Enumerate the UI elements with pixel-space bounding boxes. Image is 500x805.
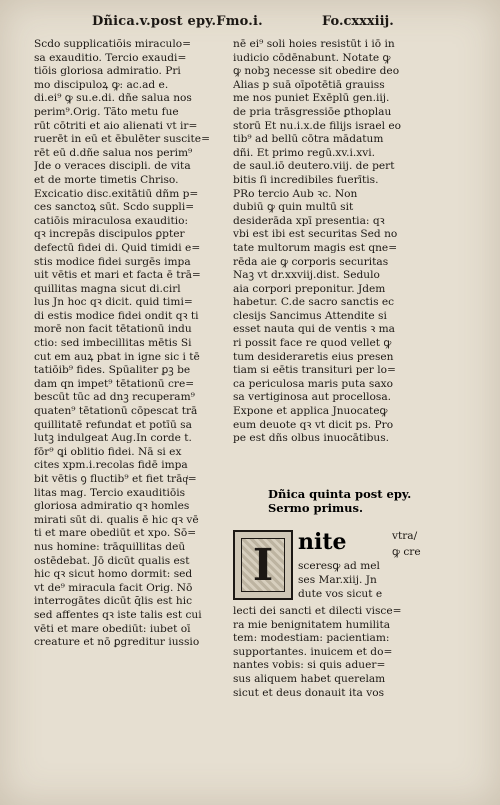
right-column-line: desiderāda xpī presentia: qꝛ [233, 214, 385, 227]
left-column-line: rūt cōtriti et aio alienati vt ir= [34, 119, 198, 132]
rubric-subtitle: Sermo primus. [268, 501, 363, 515]
left-column-line: ruerēt in eū et ēbulēter suscite= [34, 133, 210, 146]
left-column-line: litas mag. Tercio exauditiōis [34, 486, 186, 499]
left-column-line: quillitas magna sicut di.cirl [34, 282, 181, 295]
left-column-line: dam qn impet⁹ tētationū cre= [34, 377, 195, 390]
left-column-line: catiōis miraculosa exauditio: [34, 214, 189, 227]
left-column-line: hic qꝛ sicut homo dormit: sed [34, 568, 193, 581]
left-column-line: lus Jn hoc qꝛ dicit. quid timi= [34, 296, 193, 309]
left-column-line: sed affentes qꝛ iste talis est cui [34, 608, 202, 621]
right-column-line: de pria trāsgressiōe ꝑthoplau [233, 105, 392, 118]
right-column-top [233, 38, 438, 446]
right-column-line: rēda aie ꝙ corporis securitas [233, 255, 389, 268]
left-column-line: bit vētis ꝯ fluctib⁹ et fiet trāqͥ= [34, 473, 197, 485]
left-column-line: fōr⁹ ꝗi oblitio fidei. Nā si ex [34, 445, 182, 458]
left-column-line: ostēdebat. Jō dicūt qualis est [34, 554, 190, 567]
left-column-line: gloriosa admiratio qꝛ homles [34, 500, 190, 513]
introit-beside-line-4: dute vos sicut e [298, 588, 383, 600]
right-column-line: Expone et applica Jnuocateꝙ [233, 405, 388, 418]
left-column-line: stis modice fidei surgēs impa [34, 255, 191, 268]
left-column-line: vēti et mare obediūt: iubet oī [34, 622, 191, 635]
rubric-title: Dñica quinta post epy. [268, 487, 412, 501]
right-column-line: tate multorum magis est qne= [233, 241, 398, 254]
right-column-bottom-line: sus aliquem habet querelam [233, 672, 386, 685]
right-column-line: ꝙ nobꝫ necesse sit obedire deo [233, 65, 400, 78]
running-head-left: Dñica.v.post epy.Fmo.i. [92, 14, 263, 29]
left-column-line: cut em auꝝ pbat in igne sic i tē [34, 350, 200, 363]
left-column-line: Scdo supplicatiõis miraculo= [34, 38, 191, 50]
left-column-line: Excicatio disc.exitātiū dñm p= [34, 187, 199, 200]
right-column-line: dubiū ꝙ quin multū sit [233, 201, 354, 214]
introit-word: nite [298, 529, 347, 555]
left-column-line: creature et nō ꝑgreditur iussio [34, 636, 200, 649]
introit-beside-line-1: ꝙ cre [392, 546, 421, 558]
right-column-line: Alias p suā oīpotētiā grauiss [233, 78, 385, 91]
left-column-line: interrogātes dicūt q̄lis est hic [34, 595, 193, 608]
left-column-line: vt de⁹ miracula facit Orig. Nō [34, 581, 193, 594]
left-column-line: cites xpm.i.recolas fidē impa [34, 459, 188, 472]
right-column-line: nē ei⁹ soli hoies resistūt i iō in [233, 38, 395, 50]
right-column-line: Naꝫ vt dr.xxviij.dist. Sedulo [233, 269, 380, 282]
right-column-bottom-line: sicut et deus donauit ita vos [233, 686, 385, 699]
right-column-line: de saul.iō deutero.viij. de pert [233, 160, 395, 173]
right-column-line: vbi est ibi est securitas Sed no [233, 228, 398, 241]
rubric [268, 487, 468, 515]
left-column-line: perim⁹.Orig. Tãto metu fue [34, 105, 179, 118]
right-column-bottom-line: nantes vobis: si quis aduer= [233, 659, 386, 672]
left-column-line: mirati sūt di. qualis ē hic qꝛ vē [34, 513, 199, 526]
right-column-line: tiam si eētis transituri per lo= [233, 364, 396, 377]
right-column-line: iudicio cōdēnabunt. Notate ꝙ [233, 51, 391, 64]
right-column-line: tum desideraretis eius presen [233, 350, 394, 363]
left-column-line: quaten⁹ tētationū cōpescat trā [34, 405, 198, 418]
decorated-initial [233, 530, 293, 600]
right-column-line: clesijs Sancimus Attendite si [233, 309, 387, 322]
introit-beside-line-3: ses Mar.xiij. Jn [298, 574, 377, 586]
left-column-line: di estis modice fidei ondit qꝛ ti [34, 309, 199, 322]
left-column-line: tiõis gloriosa admiratio. Pri [34, 65, 181, 78]
left-column-line: sa exauditio. Tercio exaudi= [34, 51, 187, 64]
right-column-line: ca periculosa maris puta saxo [233, 377, 394, 390]
left-column-line: Jde o veraces discipli. de vita [34, 160, 191, 173]
left-column-line: mo discipuloꝝ ꝙ: ac.ad e. [34, 78, 169, 91]
right-column-line: storū Et nu.i.x.de filijs israel eo [233, 119, 402, 132]
right-column-line: aia corpori preponitur. Jdem [233, 282, 386, 295]
left-column-line: ctio: sed imbecillitas mētis Si [34, 337, 192, 350]
right-column-bottom [233, 605, 438, 700]
left-column-line: ces sanctoꝝ sūt. Scdo suppli= [34, 201, 195, 214]
left-column-line: nus homine: trāquillitas deū [34, 540, 186, 553]
left-column-line: rēt eū d.dñe salua nos perim⁹ [34, 146, 193, 159]
right-column-bottom-line: tem: modestiam: pacientiam: [233, 632, 390, 645]
running-head [0, 14, 500, 34]
right-column-line: me nos puniet Exēplū gen.iij. [233, 92, 390, 105]
right-column-line: bitis ſi incredibiles fuerītis. [233, 173, 379, 186]
left-column-line: bescūt tūc ad dnꝫ recuperam⁹ [34, 391, 195, 404]
left-column-line: et de morte timetis Chriso. [34, 173, 179, 186]
introit-beside-line-2: sceresꝙ ad mel [298, 560, 380, 572]
right-column-line: tib⁹ ad bellū cōtra mādatum [233, 133, 384, 146]
introit-beside-line-0: vtra/ [392, 530, 418, 542]
left-column [34, 38, 239, 650]
right-column-line: habetur. C.de sacro sanctis ec [233, 296, 395, 309]
left-column-line: qꝛ increpās discipulos ꝑpter [34, 228, 185, 241]
right-column-line: esset nauta qui de ventis ꝛ ma [233, 323, 395, 336]
right-column-bottom-line: ra mie benignitatem humilita [233, 618, 391, 631]
right-column-line: PRo tercio Aub̄ ꝛc. Non [233, 187, 358, 200]
left-column-line: quillitatē refundat et potīū sa [34, 418, 192, 431]
initial-letter: I [252, 539, 274, 591]
left-column-line: di.ei⁹ ꝙ su.e.di. dñe salua nos [34, 92, 192, 105]
left-column-line: uit vētis et mari et facta ē trā= [34, 269, 201, 282]
left-column-line: lutꝫ indulgeat Aug.In corde t. [34, 432, 192, 445]
right-column-bottom-line: lecti dei sancti et dilecti visce= [233, 605, 402, 617]
left-column-line: ti et mare obediūt et xpo. Sō= [34, 527, 197, 540]
right-column-line: dñi. Et primo regū.xv.i.xvi. [233, 146, 375, 159]
right-column-line: eum deuote qꝛ vt dicit ps. Pro [233, 418, 394, 431]
right-column-bottom-line: supportantes. inuicem et do= [233, 645, 393, 658]
right-column-line: ri possit face re quod vellet ꝙ [233, 337, 392, 350]
left-column-line: defectū fidei di. Quid timidi e= [34, 241, 201, 254]
folio-number: Fo.cxxxiij. [322, 14, 394, 29]
left-column-line: morē non facit tētationū indu [34, 323, 192, 336]
right-column-line: pe est dñs olbus inuocātibus. [233, 432, 390, 445]
left-column-line: tatiōib⁹ fides. Spūaliter ꝑꝫ be [34, 364, 191, 377]
right-column-line: sa vertiginosa aut procellosa. [233, 391, 392, 404]
